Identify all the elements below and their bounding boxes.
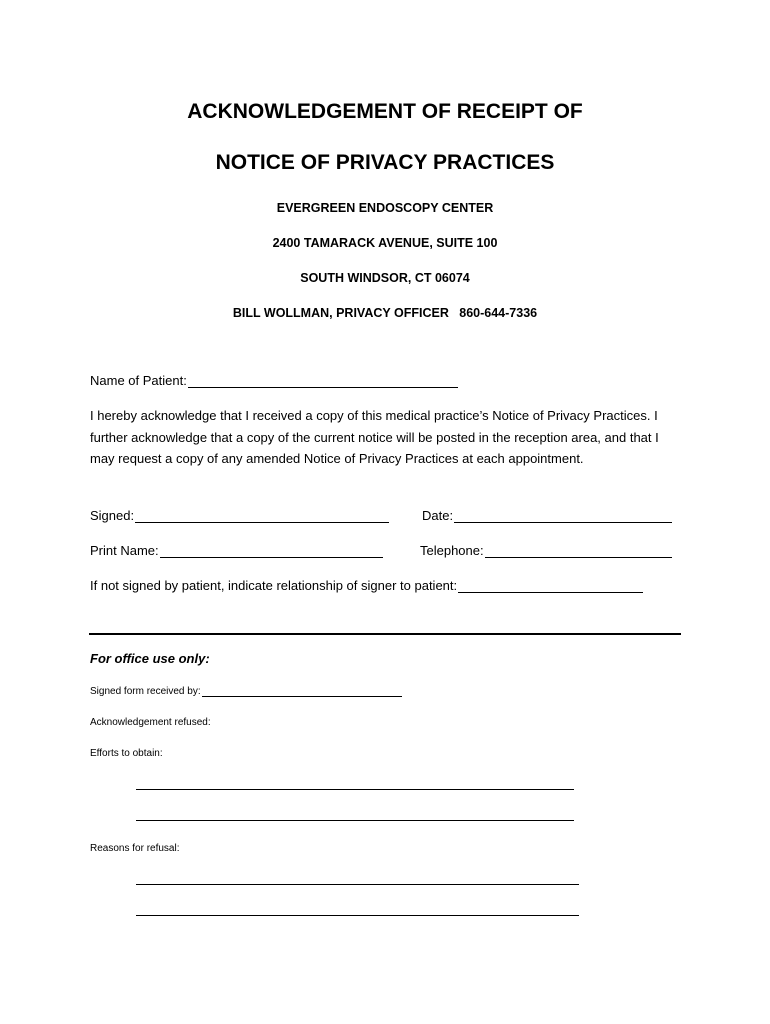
document-title-line-2: NOTICE OF PRIVACY PRACTICES — [215, 151, 555, 174]
section-divider — [89, 633, 681, 635]
acknowledgement-refused-label: Acknowledgement refused: — [90, 717, 211, 728]
relationship-field — [90, 578, 643, 593]
center-name: EVERGREEN ENDOSCOPY CENTER — [276, 201, 494, 215]
telephone-field — [420, 543, 672, 558]
print-name-field — [90, 543, 383, 558]
print-name-line[interactable] — [160, 543, 383, 558]
efforts-to-obtain-label: Efforts to obtain: — [90, 748, 163, 759]
center-address-line-2: SOUTH WINDSOR, CT 06074 — [300, 271, 470, 285]
date-field — [422, 508, 672, 523]
patient-name-field — [90, 373, 458, 388]
office-use-heading: For office use only: — [90, 651, 210, 666]
date-line[interactable] — [454, 508, 672, 523]
received-by-line[interactable] — [202, 686, 402, 697]
document-title-line-1: ACKNOWLEDGEMENT OF RECEIPT OF — [187, 100, 583, 123]
reasons-line-1[interactable] — [136, 884, 579, 885]
telephone-label: Telephone: — [420, 543, 484, 558]
received-by-field — [90, 686, 402, 697]
relationship-label: If not signed by patient, indicate relationship of signer to patient: — [90, 578, 458, 593]
reasons-for-refusal-label: Reasons for refusal: — [90, 843, 180, 854]
signed-label: Signed: — [90, 508, 135, 523]
privacy-officer-contact: BILL WOLLMAN, PRIVACY OFFICER 860-644-7336 — [232, 306, 538, 320]
signed-line[interactable] — [135, 508, 389, 523]
signed-field — [90, 508, 389, 523]
relationship-line[interactable] — [458, 578, 643, 593]
patient-name-line[interactable] — [188, 373, 458, 388]
efforts-line-2[interactable] — [136, 820, 574, 821]
received-by-label: Signed form received by: — [90, 686, 201, 697]
patient-name-label: Name of Patient: — [90, 373, 187, 388]
telephone-line[interactable] — [485, 543, 672, 558]
reasons-line-2[interactable] — [136, 915, 579, 916]
acknowledgement-paragraph: I hereby acknowledge that I received a copy of this medical practice’s Notice of Privacy Practices. I further acknowledge that a copy of the current notice will be posted in the reception area, and that I may request a copy of any amended Notice of Privacy Practices at each appointment. — [90, 408, 659, 466]
date-label: Date: — [422, 508, 454, 523]
center-address-line-1: 2400 TAMARACK AVENUE, SUITE 100 — [272, 236, 498, 250]
efforts-line-1[interactable] — [136, 789, 574, 790]
print-name-label: Print Name: — [90, 543, 159, 558]
